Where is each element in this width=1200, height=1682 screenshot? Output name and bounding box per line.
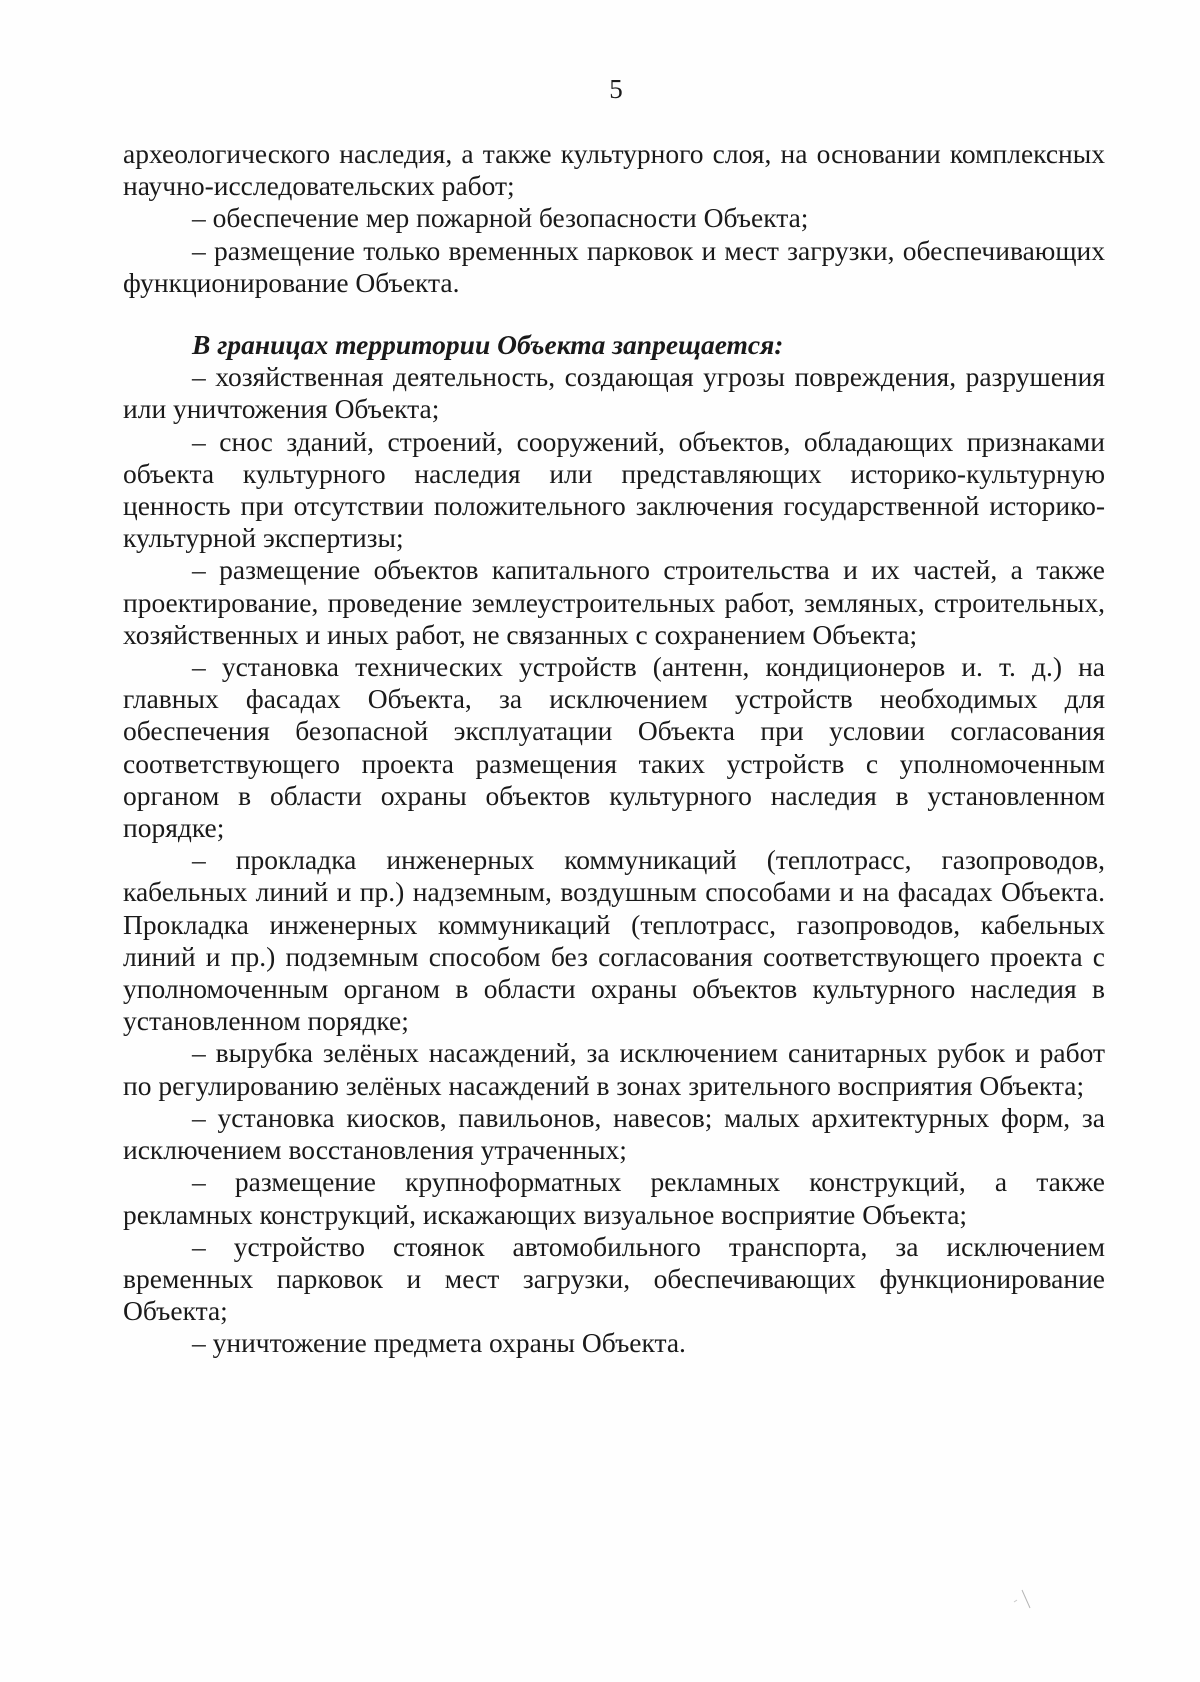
list-item-advertising: – размещение крупноформатных рекламных конструкций, а также рекламных конструкций, искажающих визуальное восприятие Объекта;	[123, 1166, 1105, 1230]
page-number: 5	[609, 74, 623, 104]
document-body	[123, 138, 1105, 1360]
list-item-parking-lots: – устройство стоянок автомобильного транспорта, за исключением временных парковок и мест загрузки, обеспечивающих функционирование Объекта;	[123, 1230, 1105, 1327]
list-item-tree-felling: – вырубка зелёных насаждений, за исключением санитарных рубок и работ по регулированию зелёных насаждений в зонах зрительного восприятия Объекта;	[123, 1037, 1105, 1101]
section-heading-prohibited: В границах территории Объекта запрещается:	[192, 329, 784, 361]
paragraph-archaeological-heritage: археологического наследия, а также культурного слоя, на основании комплексных научно-исследовательских работ;	[123, 138, 1105, 202]
list-item-demolition: – снос зданий, строений, сооружений, объектов, обладающих признаками объекта культурного наследия или представляющих историко-культурную ценность при отсутствии положительного заключения государственной историко-культурной экспертизы;	[123, 425, 1105, 554]
list-item-technical-devices: – установка технических устройств (антенн, кондиционеров и. т. д.) на главных фасадах Объекта, за исключением устройств необходимых для обеспечения безопасной эксплуатации Объекта при условии согласования соответствующего проекта размещения таких устройств с уполномоченным органом в области охраны объектов культурного наследия в установленном порядке;	[123, 651, 1105, 844]
scan-artifact-mark	[1010, 1588, 1040, 1618]
list-item-engineering-communications: – прокладка инженерных коммуникаций (теплотрасс, газопроводов, кабельных линий и пр.) надземным, воздушным способами и на фасадах Объекта. Прокладка инженерных коммуникаций (теплотрасс, газопроводов, кабельных линий и пр.) подземным способом без согласования соответствующего проекта с уполномоченным органом в области охраны объектов культурного наследия в установленном порядке;	[123, 844, 1105, 1037]
paragraph-fire-safety: – обеспечение мер пожарной безопасности Объекта;	[192, 202, 809, 234]
list-item-destruction: – уничтожение предмета охраны Объекта.	[192, 1327, 686, 1359]
list-item-kiosks: – установка киосков, павильонов, навесов; малых архитектурных форм, за исключением восстановления утраченных;	[123, 1101, 1105, 1166]
paragraph-temporary-parking: – размещение только временных парковок и мест загрузки, обеспечивающих функционирование Объекта.	[123, 234, 1105, 298]
list-item-economic-activity: – хозяйственная деятельность, создающая угрозы повреждения, разрушения или уничтожения Объекта;	[123, 361, 1105, 425]
list-item-capital-construction: – размещение объектов капитального строительства и их частей, а также проектирование, проведение землеустроительных работ, земляных, строительных, хозяйственных и иных работ, не связанных с сохранением Объекта;	[123, 554, 1105, 650]
